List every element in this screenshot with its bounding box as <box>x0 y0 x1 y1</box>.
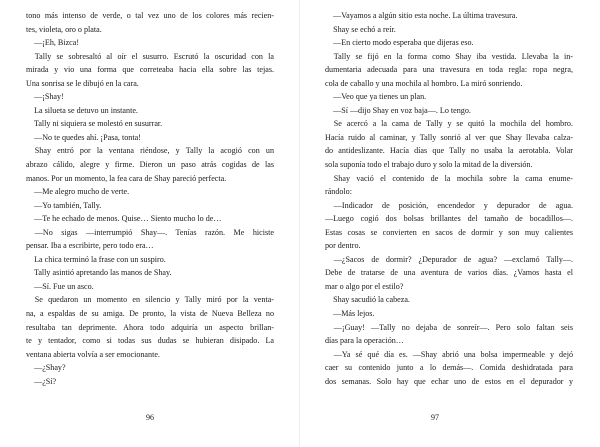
text-line: Shay sacudió la cabeza. <box>325 295 410 305</box>
text-line: sola suponía todo el trabajo duro y solo la mitad de la diversión. <box>325 160 533 170</box>
text-line: —¿Sacos de dormir? ¿Depurador de agua? —exclamó Tally—. <box>333 254 573 264</box>
text-line: Se acercó a la cama de Tally y se quitó la mochila del hombro. <box>333 119 573 129</box>
text-line: manos. Por un momento, la fea cara de Shay pareció perfecta. <box>26 173 227 183</box>
text-line: —En cierto modo esperaba que dijeras eso. <box>325 38 474 48</box>
text-line: Tally se sobresaltó al oír el susurro. Escrutó la oscuridad con la <box>34 51 274 61</box>
text-line: mirada y vio una forma que correteaba hacia ella sobre las tejas. <box>26 65 274 75</box>
text-line: Shay vació el contenido de la mochila sobre la cama enume- <box>333 173 573 183</box>
left-page-text <box>26 9 274 388</box>
text-line: ventana abierta volvía a ser emocionante. <box>26 349 160 359</box>
text-line: —Más lejos. <box>325 309 375 319</box>
text-line: La chica terminó la frase con un suspiro. <box>26 254 166 264</box>
text-line: tes, violeta, oro o plata. <box>26 24 102 34</box>
text-line: —Me alegro mucho de verte. <box>26 187 130 197</box>
text-line: caer su contenido junto a lo demás—. Comida deshidratada para <box>325 363 573 373</box>
text-line: —No sigas —interrumpió Shay—. Tenías razón. Me hiciste <box>34 227 274 237</box>
text-line: Shay entró por la ventana riéndose, y Tally la acogió con un <box>34 146 274 156</box>
text-line: —¡Shay! <box>26 92 64 102</box>
text-line: Tally ni siquiera se molestó en susurrar. <box>26 119 163 129</box>
left-page-number: 96 <box>146 413 154 422</box>
text-line: do antideslizante. Hacía días que Tally no usaba la aerotabla. Volar <box>325 146 573 156</box>
text-line: —¿Shay? <box>26 363 66 373</box>
text-line: resultaba tan deprimente. Ahora todo adquiría un aspecto brillan- <box>26 322 274 332</box>
text-line: —Sí. Fue un asco. <box>26 281 94 291</box>
text-line: —Yo también, Tally. <box>26 200 102 210</box>
text-line: te y tentador, como si todas sus dudas se hubieran disipado. La <box>26 336 274 346</box>
text-line: Hacía ruido al caminar, y Tally sonrió al ver que Shay llevaba calza- <box>325 132 573 142</box>
text-line: —Sí —dijo Shay en voz baja—. Lo tengo. <box>325 105 471 115</box>
text-line: —Luego cogió dos bolsas brillantes del tamaño de bocadillos—. <box>325 214 573 224</box>
text-line: abrazo cálido, alegre y firme. Dieron un paso atrás cogidas de las <box>26 160 274 170</box>
text-line: mar o algo por el estilo? <box>325 281 404 291</box>
right-page-number: 97 <box>431 413 439 422</box>
text-line: Tally se fijó en la forma como Shay iba vestida. Llevaba la in- <box>333 51 573 61</box>
text-line: tono más intenso de verde, o tal vez uno de los colores más recien- <box>26 11 274 20</box>
text-line: Una sonrisa se le dibujó en la cara. <box>26 78 139 88</box>
right-page <box>300 0 600 447</box>
text-line: —Ya sé qué día es. —Shay abrió una bolsa impermeable y dejó <box>333 349 573 359</box>
text-line: cola de caballo y una mochila al hombro. La miró sonriendo. <box>325 78 523 88</box>
text-line: dos semanas. Solo hay que echar uno de estos en el depurador y <box>325 376 573 386</box>
text-line: —Vayamos a algún sitio esta noche. La última travesura. <box>325 11 518 20</box>
text-line: —Te he echado de menos. Quise… Siento mucho lo de… <box>26 214 222 224</box>
text-line: La silueta se detuvo un instante. <box>26 105 138 115</box>
text-line: días para la operación… <box>325 336 404 346</box>
text-line: Se quedaron un momento en silencio y Tally miró por la venta- <box>34 295 274 305</box>
text-line: rándolo: <box>325 187 352 197</box>
text-line: Shay se echó a reír. <box>325 24 396 34</box>
text-line: Tally asintió apretando las manos de Shay. <box>26 268 172 278</box>
text-line: —¿Sí? <box>26 376 57 386</box>
text-line: —¡Guay! —Tally no dejaba de sonreír—. Pero solo faltan seis <box>333 322 573 332</box>
text-line: —Indicador de posición, encendedor y depurador de agua. <box>333 200 573 210</box>
text-line: pensar. Iba a escribirte, pero todo era… <box>26 241 154 251</box>
text-line: —¡Eh, Bizca! <box>26 38 80 48</box>
text-line: na, a espaldas de su amiga. De pronto, la vista de Nueva Belleza no <box>26 309 274 319</box>
text-line: dumentaria adecuada para una travesura en toda regla: ropa negra, <box>325 65 573 75</box>
text-line: Estas cosas se convierten en sacos de dormir y son muy calientes <box>325 227 573 237</box>
text-line: Debe de tratarse de una aventura de varios días. ¿Vamos hasta el <box>325 268 573 278</box>
text-line: —Veo que ya tienes un plan. <box>325 92 427 102</box>
right-page-text <box>325 9 573 388</box>
text-line: —No te quedes ahí. ¡Pasa, tonta! <box>26 132 141 142</box>
text-line: por dentro. <box>325 241 361 251</box>
